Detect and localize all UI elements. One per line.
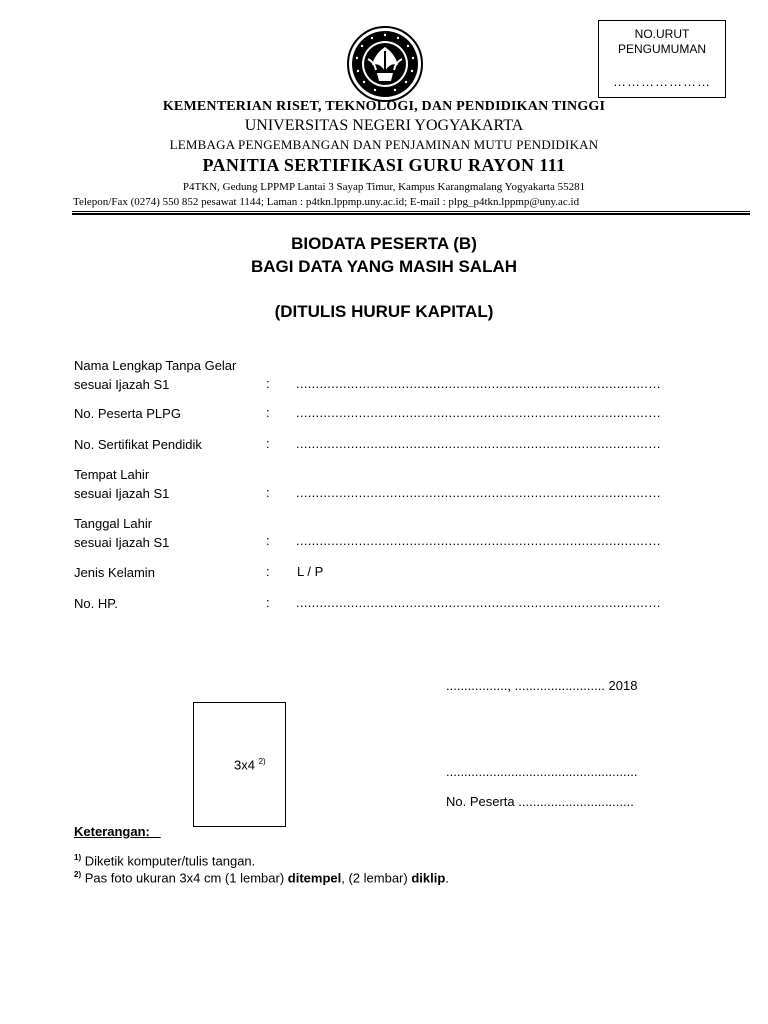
field-label-phone: No. HP. bbox=[74, 596, 118, 611]
urut-dots: ………………… bbox=[613, 74, 711, 89]
note-marker: 1) bbox=[74, 853, 82, 862]
university-name: UNIVERSITAS NEGERI YOGYAKARTA bbox=[244, 117, 524, 134]
university-seal-logo bbox=[346, 25, 424, 103]
note-text: , (2 lembar) bbox=[341, 870, 412, 886]
urut-label: NO.URUT bbox=[634, 27, 690, 41]
colon: : bbox=[266, 405, 270, 420]
colon: : bbox=[266, 533, 270, 548]
label-line: sesuai Ijazah S1 bbox=[74, 535, 170, 550]
note-text: . bbox=[445, 870, 449, 886]
colon: : bbox=[266, 376, 270, 391]
full-name-fill-line[interactable]: ..........................................................................................… bbox=[296, 376, 662, 391]
colon: : bbox=[266, 485, 270, 500]
form-instruction: (DITULIS HURUF KAPITAL) bbox=[274, 302, 494, 321]
field-label-full-name bbox=[74, 356, 236, 394]
note-emphasis: ditempel bbox=[287, 870, 342, 886]
colon: : bbox=[266, 595, 270, 610]
photo-footnote-marker: 2) bbox=[258, 757, 266, 766]
field-label-birthdate bbox=[74, 514, 169, 552]
label-line: Nama Lengkap Tanpa Gelar bbox=[74, 358, 237, 373]
field-label-gender: Jenis Kelamin bbox=[74, 565, 155, 580]
letterhead-rule-thin bbox=[72, 211, 750, 212]
letterhead-rule-thick bbox=[72, 213, 750, 215]
address-line: P4TKN, Gedung LPPMP Lantai 3 Sayap Timur, Kampus Karangmalang Yogyakarta 55281 bbox=[182, 181, 586, 193]
note-marker: 2) bbox=[74, 870, 82, 879]
note-1 bbox=[74, 853, 255, 868]
colon: : bbox=[266, 564, 270, 579]
label-line: Tempat Lahir bbox=[74, 467, 150, 482]
field-label-birthplace bbox=[74, 465, 169, 503]
form-subtitle: BAGI DATA YANG MASIH SALAH bbox=[250, 257, 518, 276]
pengumuman-label: PENGUMUMAN bbox=[617, 42, 706, 56]
notes-heading: Keterangan: bbox=[74, 824, 161, 839]
birthplace-fill-line[interactable]: ..........................................................................................… bbox=[296, 485, 662, 500]
institute-name: LEMBAGA PENGEMBANGAN DAN PENJAMINAN MUTU PENDIDIKAN bbox=[169, 137, 599, 152]
place-date-line[interactable]: ................., ......................... 2018 bbox=[446, 678, 638, 693]
field-label-plpg-number: No. Peserta PLPG bbox=[74, 406, 181, 421]
contact-line: Telepon/Fax (0274) 550 852 pesawat 1144; Laman : p4tkn.lppmp.uny.ac.id; E-mail : plpg_p4tkn.lppmp@uny.ac.id bbox=[73, 196, 580, 208]
committee-name: PANITIA SERTIFIKASI GURU RAYON 111 bbox=[202, 155, 566, 175]
plpg-number-fill-line[interactable]: ..........................................................................................… bbox=[296, 405, 662, 420]
note-emphasis: diklip bbox=[411, 870, 446, 886]
certificate-number-fill-line[interactable]: ..........................................................................................… bbox=[296, 436, 662, 451]
label-line: sesuai Ijazah S1 bbox=[74, 486, 170, 501]
phone-fill-line[interactable]: ..........................................................................................… bbox=[296, 595, 662, 610]
photo-size-text: 3x4 bbox=[234, 757, 255, 773]
label-line: Tanggal Lahir bbox=[74, 516, 153, 531]
ministry-name: KEMENTERIAN RISET, TEKNOLOGI, DAN PENDIDIKAN TINGGI bbox=[162, 99, 606, 114]
label-line: sesuai Ijazah S1 bbox=[74, 377, 170, 392]
participant-number-line[interactable]: No. Peserta ................................ bbox=[446, 794, 634, 809]
note-text: Diketik komputer/tulis tangan. bbox=[81, 853, 256, 869]
photo-size-label bbox=[234, 757, 266, 772]
signature-line[interactable]: ..................................................... bbox=[446, 764, 638, 779]
announcement-number-box bbox=[598, 20, 726, 98]
gender-options[interactable]: L / P bbox=[297, 564, 324, 579]
field-label-certificate-number: No. Sertifikat Pendidik bbox=[74, 437, 202, 452]
note-2 bbox=[74, 870, 449, 885]
birthdate-fill-line[interactable]: ..........................................................................................… bbox=[296, 533, 662, 548]
colon: : bbox=[266, 436, 270, 451]
form-title: BIODATA PESERTA (B) bbox=[291, 234, 477, 253]
note-text: Pas foto ukuran 3x4 cm (1 lembar) bbox=[81, 870, 288, 886]
